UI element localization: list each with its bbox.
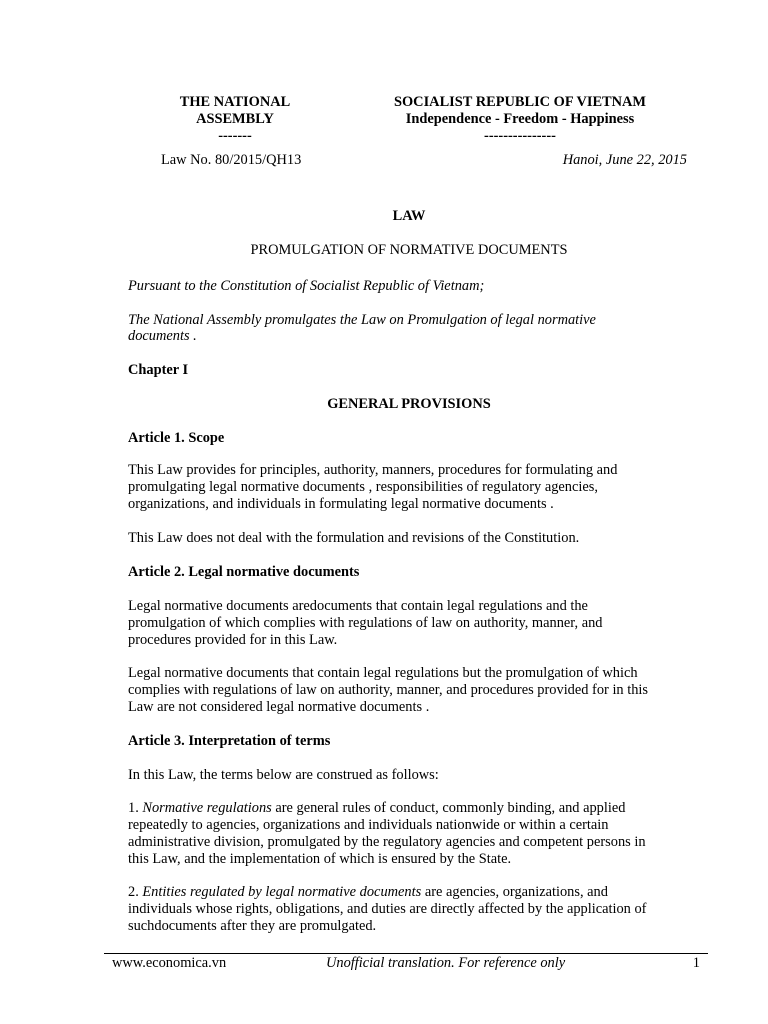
footer-divider: [104, 953, 708, 954]
motto-separator: ---------------: [484, 128, 556, 144]
article-3-intro: In this Law, the terms below are construed as follows:: [128, 767, 439, 783]
article-2-p2-line1: Legal normative documents that contain legal regulations but the promulgation of which: [128, 665, 638, 681]
article-2-p1-line3: procedures provided for in this Law.: [128, 632, 338, 648]
item-2-number: 2.: [128, 884, 143, 900]
item-2-definition-start: are agencies, organizations, and: [421, 884, 608, 900]
article-1-p1-line2: promulgating legal normative documents , responsibilities of regulatory agencies,: [128, 479, 598, 495]
footer-translation-note: Unofficial translation. For reference only: [326, 955, 566, 971]
article-1-p2: This Law does not deal with the formulation and revisions of the Constitution.: [128, 530, 580, 546]
national-motto: Independence - Freedom - Happiness: [405, 111, 635, 127]
footer-website: www.economica.vn: [112, 955, 227, 971]
article-3-item-1-line2: repeatedly to agencies, organizations and individuals nationwide or within a certain: [128, 817, 609, 833]
issuer-separator: -------: [218, 128, 252, 144]
preamble-promulgation-line2: documents .: [128, 328, 197, 344]
article-3-item-1-line1: [128, 800, 713, 817]
chapter-title: GENERAL PROVISIONS: [327, 396, 491, 412]
article-2-heading: Article 2. Legal normative documents: [128, 564, 360, 580]
issuer-name-line1: THE NATIONAL: [179, 94, 291, 110]
document-type-title: LAW: [392, 208, 426, 224]
issuer-name-line2: ASSEMBLY: [196, 111, 274, 127]
article-2-p2-line2: complies with regulations of law on authority, manner, and procedures provided for in this: [128, 682, 649, 698]
article-3-heading: Article 3. Interpretation of terms: [128, 733, 331, 749]
article-3-item-2-line3: suchdocuments after they are promulgated.: [128, 918, 377, 934]
article-2-p1-line2: promulgation of which complies with regulations of law on authority, manner, and: [128, 615, 603, 631]
article-3-item-2-line2: individuals whose rights, obligations, and duties are directly affected by the application of: [128, 901, 647, 917]
chapter-label: Chapter I: [128, 362, 189, 378]
article-3-item-1-line3: administrative division, promulgated by the regulatory agencies and competent persons in: [128, 834, 646, 850]
item-1-number: 1.: [128, 800, 143, 816]
item-2-term: Entities regulated by legal normative documents: [142, 884, 422, 900]
place-and-date: Hanoi, June 22, 2015: [562, 152, 687, 168]
item-1-definition-start: are general rules of conduct, commonly binding, and applied: [271, 800, 626, 816]
article-3-item-2-line1: [128, 884, 713, 901]
article-1-heading: Article 1. Scope: [128, 430, 225, 446]
article-3-item-1-line4: this Law, and the implementation of which is ensured by the State.: [128, 851, 512, 867]
item-1-term: Normative regulations: [142, 800, 272, 816]
document-subtitle: PROMULGATION OF NORMATIVE DOCUMENTS: [250, 242, 568, 258]
article-2-p1-line1: Legal normative documents aredocuments that contain legal regulations and the: [128, 598, 588, 614]
article-1-p1-line3: organizations, and individuals in formulating legal normative documents .: [128, 496, 554, 512]
footer-page-number: 1: [692, 955, 700, 971]
preamble-basis: Pursuant to the Constitution of Socialist Republic of Vietnam;: [128, 278, 485, 294]
article-2-p2-line3: Law are not considered legal normative documents .: [128, 699, 430, 715]
state-name: SOCIALIST REPUBLIC OF VIETNAM: [393, 94, 647, 110]
article-1-p1-line1: This Law provides for principles, authority, manners, procedures for formulating and: [128, 462, 618, 478]
law-number: Law No. 80/2015/QH13: [161, 152, 302, 168]
preamble-promulgation-line1: The National Assembly promulgates the Law on Promulgation of legal normative: [128, 312, 596, 328]
